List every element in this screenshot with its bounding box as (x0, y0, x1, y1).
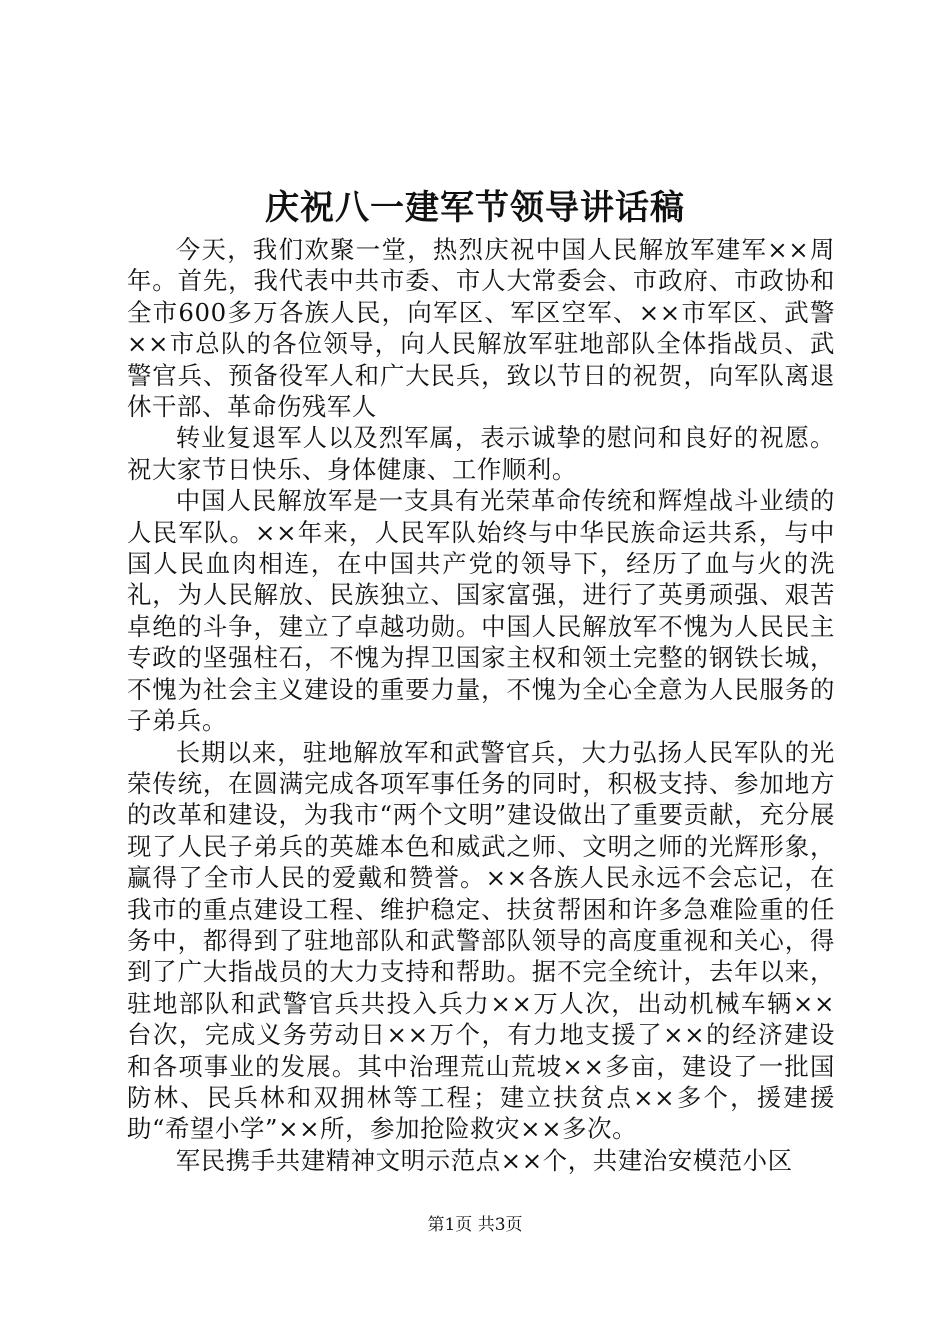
document-body (127, 234, 835, 1176)
paragraph: 中国人民解放军是一支具有光荣革命传统和辉煌战斗业绩的人民军队。××年来，人民军队始终与中华民族命运共系，与中国人民血肉相连，在中国共产党的领导下，经历了血与火的洗礼，为人民解放、民族独立、国家富强，进行了英勇顽强、艰苦卓绝的斗争，建立了卓越功勋。中国人民解放军不愧为人民民主专政的坚强柱石，不愧为捍卫国家主权和领土完整的钢铁长城，不愧为社会主义建设的重要力量，不愧为全心全意为人民服务的子弟兵。 (127, 486, 835, 736)
document-title: 庆祝八一建军节领导讲话稿 (265, 188, 685, 228)
paragraph: 军民携手共建精神文明示范点××个，共建治安模范小区 (175, 1145, 793, 1175)
paragraph: 长期以来，驻地解放军和武警官兵，大力弘扬人民军队的光荣传统，在圆满完成各项军事任务的同时，积极支持、参加地方的改革和建设，为我市“两个文明”建设做出了重要贡献，充分展现了人民子弟兵的英雄本色和威武之师、文明之师的光辉形象，赢得了全市人民的爱戴和赞誉。××各族人民永远不会忘记，在我市的重点建设工程、维护稳定、扶贫帮困和许多急难险重的任务中，都得到了驻地部队和武警部队领导的高度重视和关心，得到了广大指战员的大力支持和帮助。据不完全统计，去年以来，驻地部队和武警官兵共投入兵力××万人次，出动机械车辆××台次，完成义务劳动日××万个，有力地支援了××的经济建设和各项事业的发展。其中治理荒山荒坡××多亩，建设了一批国防林、民兵林和双拥林等工程；建立扶贫点××多个，援建援助“希望小学”××所，参加抢险救灾××多次。 (127, 737, 835, 1144)
paragraph: 今天，我们欢聚一堂，热烈庆祝中国人民解放军建军××周年。首先，我代表中共市委、市人大常委会、市政府、市政协和全市600多万各族人民，向军区、军区空军、××市军区、武警××市总队的各位领导，向人民解放军驻地部队全体指战员、武警官兵、预备役军人和广大民兵，致以节日的祝贺，向军队离退休干部、革命伤残军人 (127, 235, 835, 422)
paragraph: 转业复退军人以及烈军属，表示诚挚的慰问和良好的祝愿。祝大家节日快乐、身体健康、工作顺利。 (127, 423, 835, 484)
page-footer: 第1页 共3页 (427, 1215, 523, 1235)
